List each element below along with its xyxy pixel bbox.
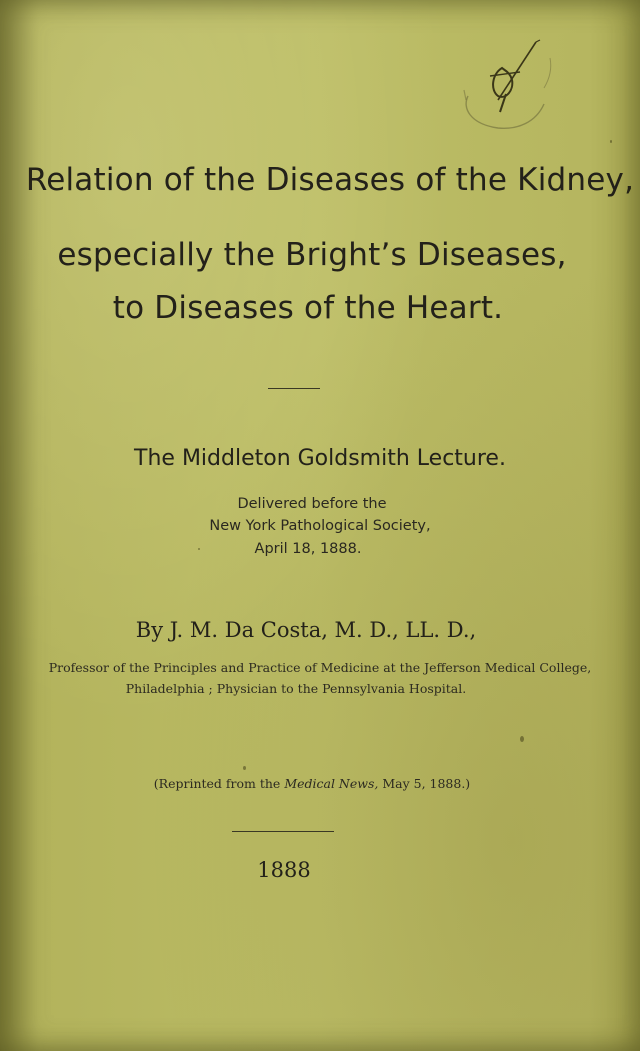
divider-rule: [268, 388, 320, 389]
reprint-note: [0, 776, 632, 791]
author-line: By J. M. Da Costa, M. D., LL. D.,: [135, 618, 477, 642]
paper-speck: [520, 736, 524, 742]
affiliation-line-1: Professor of the Principles and Practice of Medicine at the Jefferson Medical College,: [48, 660, 592, 675]
reprint-prefix: (Reprinted from the: [153, 776, 285, 791]
title-line-2: especially the Bright’s Diseases,: [57, 237, 567, 273]
paper-speck: [243, 766, 246, 770]
delivered-line-1: Delivered before the: [237, 496, 387, 512]
reprint-suffix: May 5, 1888.): [378, 776, 471, 791]
affiliation-line-2: Philadelphia ; Physician to the Pennsylvania Hospital.: [125, 681, 467, 696]
publication-year: 1888: [257, 858, 311, 882]
reprint-journal: Medical News,: [284, 776, 379, 791]
delivered-line-2: New York Pathological Society,: [209, 518, 431, 534]
delivered-line-3: April 18, 1888.: [254, 541, 362, 557]
handwritten-shelf-mark: [440, 38, 570, 138]
title-line-3: to Diseases of the Heart.: [112, 290, 504, 326]
paper-speck: [198, 548, 200, 550]
divider-rule-bottom: [232, 831, 334, 832]
paper-speck: [610, 140, 612, 143]
title-line-1: Relation of the Diseases of the Kidney,: [25, 162, 635, 198]
lecture-title: The Middleton Goldsmith Lecture.: [134, 446, 506, 471]
